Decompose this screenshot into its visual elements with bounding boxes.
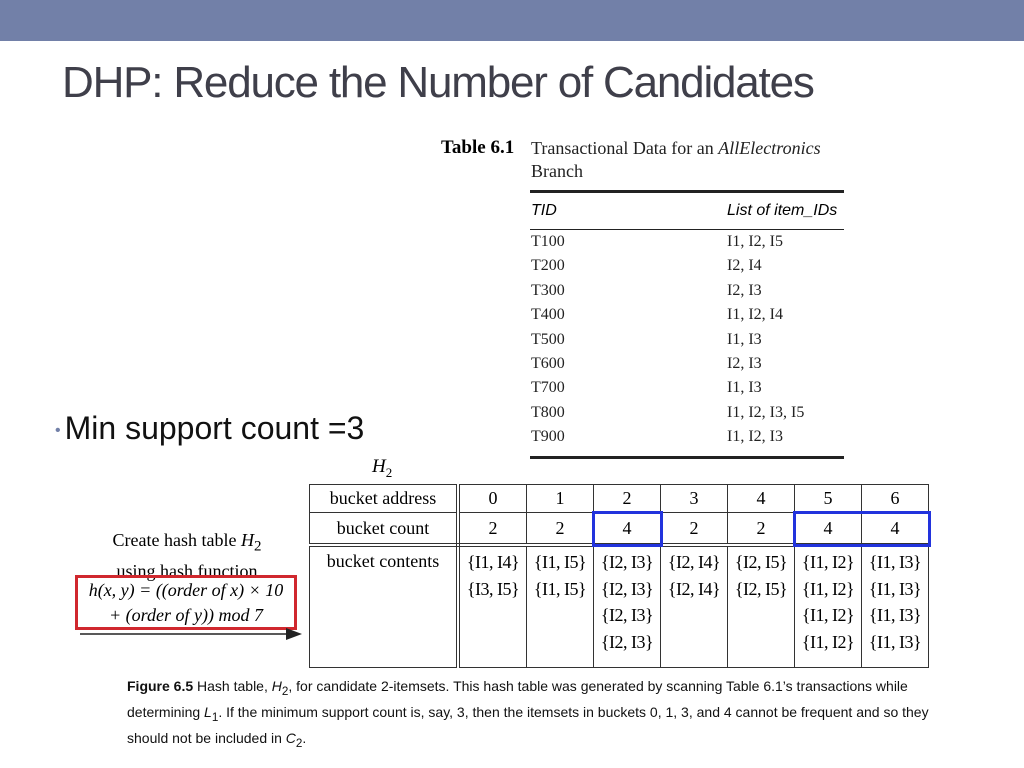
- bucket-contents-list: [527, 547, 593, 602]
- tid-cell: T700: [531, 379, 565, 397]
- items-cell: I2, I4: [727, 257, 762, 275]
- bucket-address-row: [310, 485, 929, 513]
- items-cell: I1, I2, I3, I5: [727, 403, 805, 421]
- bucket-itemset: {I1, I3}: [868, 578, 922, 599]
- bucket-count-cell: 4: [862, 513, 929, 546]
- table-row: [530, 254, 844, 278]
- table-row: [530, 279, 844, 303]
- caption-part-b: , for candidate 2-itemsets. This hash table was generated by scanning Table 6.1’s transactions while determining: [127, 678, 908, 720]
- bucket-itemset: {I1, I2}: [801, 552, 855, 572]
- bucket-contents-cell: [862, 545, 929, 668]
- items-cell: I1, I2, I5: [727, 233, 783, 250]
- bucket-contents-list: [661, 547, 727, 602]
- table-row: [530, 425, 844, 449]
- bucket-itemset: {I1, I4}: [466, 552, 520, 572]
- bucket-address-cell: 1: [527, 485, 594, 513]
- table-row: [530, 376, 844, 400]
- caption-l: L: [204, 703, 212, 720]
- bucket-itemset: {I2, I3}: [600, 578, 654, 599]
- table-6-1-label: Table 6.1: [441, 137, 515, 158]
- row-label-count: bucket count: [310, 513, 459, 546]
- items-cell: I1, I2, I3: [727, 428, 783, 446]
- caption-c: C: [285, 729, 296, 746]
- bucket-count-cell: 2: [661, 513, 728, 546]
- items-cell: I1, I3: [727, 379, 762, 397]
- hash-name-sub: 2: [385, 464, 393, 480]
- bucket-contents-list: [862, 547, 928, 655]
- bucket-itemset: {I1, I5}: [533, 578, 587, 599]
- formula-line1: h(x, y) = ((order of x) × 10: [88, 580, 284, 600]
- caption-italic: AllElectronics: [718, 138, 821, 158]
- caption-h-sub: 2: [281, 684, 289, 698]
- table-header-row: [530, 193, 844, 230]
- bullet-dot-icon: •: [55, 421, 61, 439]
- arrow-right-icon: [80, 626, 302, 640]
- items-cell: I1, I2, I4: [727, 306, 783, 324]
- transaction-table: [530, 190, 844, 459]
- tid-cell: T100: [531, 233, 565, 250]
- bucket-contents-cell: [458, 545, 527, 668]
- bucket-count-cell: 2: [728, 513, 795, 546]
- bucket-contents-cell: [661, 545, 728, 668]
- items-cell: I2, I3: [727, 354, 762, 372]
- bucket-count-cell: 4: [594, 513, 661, 546]
- table-row: [530, 401, 844, 425]
- bucket-count-cell: 2: [527, 513, 594, 546]
- caption-end: .: [302, 729, 307, 746]
- bucket-itemset: {I1, I2}: [801, 631, 855, 652]
- figure-label: Figure 6.5: [127, 678, 194, 694]
- bucket-itemset: {I1, I2}: [801, 578, 855, 599]
- bucket-contents-list: [460, 547, 526, 602]
- caption-part-a: Hash table,: [193, 678, 272, 694]
- caption-c-sub: 2: [295, 736, 303, 750]
- tid-cell: T900: [531, 428, 565, 446]
- frequent-bucket-highlight: [793, 511, 931, 548]
- row-label-address: bucket address: [310, 485, 459, 513]
- table-6-1-caption: [531, 137, 851, 183]
- bucket-itemset: {I2, I5}: [734, 578, 788, 599]
- bucket-contents-list: [728, 547, 794, 602]
- bucket-address-cell: 4: [728, 485, 795, 513]
- slide-title: DHP: Reduce the Number of Candidates: [62, 58, 814, 107]
- caption-h: H: [271, 678, 282, 694]
- tid-cell: T500: [531, 330, 565, 348]
- bucket-address-cell: 6: [862, 485, 929, 513]
- formula-line2: + (order of y)) mod 7: [109, 605, 263, 625]
- header-items: List of item_IDs: [727, 202, 838, 219]
- bucket-itemset: {I1, I5}: [533, 552, 587, 572]
- tid-cell: T400: [531, 306, 565, 324]
- caption-part-c: . If the minimum support count is, say, 3, then the itemsets in buckets 0, 1, 3, and 4 cannot be frequent and so they should not be included in: [127, 703, 929, 746]
- table-row: [530, 303, 844, 327]
- hash-formula: [78, 578, 294, 628]
- bucket-contents-list: [594, 547, 660, 655]
- create-line2: using hash function: [116, 560, 258, 581]
- tid-cell: T300: [531, 281, 565, 299]
- bucket-itemset: {I2, I5}: [734, 552, 788, 572]
- caption-suffix: Branch: [531, 161, 583, 181]
- bucket-itemset: {I2, I3}: [600, 552, 654, 572]
- bucket-address-cell: 5: [795, 485, 862, 513]
- hash-table-name: [372, 456, 392, 481]
- bucket-contents-cell: [594, 545, 661, 668]
- bucket-count-cell: 2: [458, 513, 527, 546]
- figure-caption: [127, 676, 967, 753]
- bucket-address-cell: 3: [661, 485, 728, 513]
- frequent-bucket-highlight: [592, 511, 663, 548]
- bucket-itemset: {I2, I3}: [600, 605, 654, 625]
- bucket-count-cell: 4: [795, 513, 862, 546]
- table-row: [530, 352, 844, 376]
- bullet-text: Min support count =3: [64, 410, 365, 446]
- tid-cell: T600: [531, 354, 565, 372]
- bucket-contents-row: [310, 545, 929, 668]
- bucket-itemset: {I1, I3}: [868, 552, 922, 572]
- tid-cell: T800: [531, 403, 565, 421]
- bucket-contents-cell: [728, 545, 795, 668]
- bucket-contents-cell: [795, 545, 862, 668]
- create-h: H: [240, 530, 254, 550]
- bucket-address-cell: 0: [458, 485, 527, 513]
- tid-cell: T200: [531, 257, 565, 275]
- top-accent-bar: [0, 0, 1024, 41]
- hash-name: H: [372, 456, 386, 477]
- caption-prefix: Transactional Data for an: [531, 138, 719, 158]
- table-row: [530, 230, 844, 254]
- bucket-address-cell: 2: [594, 485, 661, 513]
- table-bottom-rule: [530, 456, 844, 459]
- create-line1: Create hash table: [112, 530, 241, 550]
- bucket-itemset: {I1, I3}: [868, 605, 922, 625]
- bucket-itemset: {I2, I4}: [667, 552, 721, 572]
- bucket-itemset: {I2, I4}: [667, 578, 721, 599]
- bullet-min-support: [55, 410, 364, 447]
- bucket-itemset: {I3, I5}: [466, 578, 520, 599]
- row-label-contents: bucket contents: [310, 545, 459, 668]
- bucket-itemset: {I2, I3}: [600, 631, 654, 652]
- bucket-itemset: {I1, I2}: [801, 605, 855, 625]
- bucket-itemset: {I1, I3}: [868, 631, 922, 652]
- bucket-contents-cell: [527, 545, 594, 668]
- bucket-contents-list: [795, 547, 861, 655]
- create-h-sub: 2: [253, 538, 262, 555]
- table-body: [530, 230, 844, 450]
- items-cell: I2, I3: [727, 281, 762, 299]
- header-tid: TID: [531, 202, 557, 219]
- caption-l-sub: 1: [211, 710, 219, 724]
- table-row: [530, 328, 844, 352]
- items-cell: I1, I3: [727, 330, 762, 348]
